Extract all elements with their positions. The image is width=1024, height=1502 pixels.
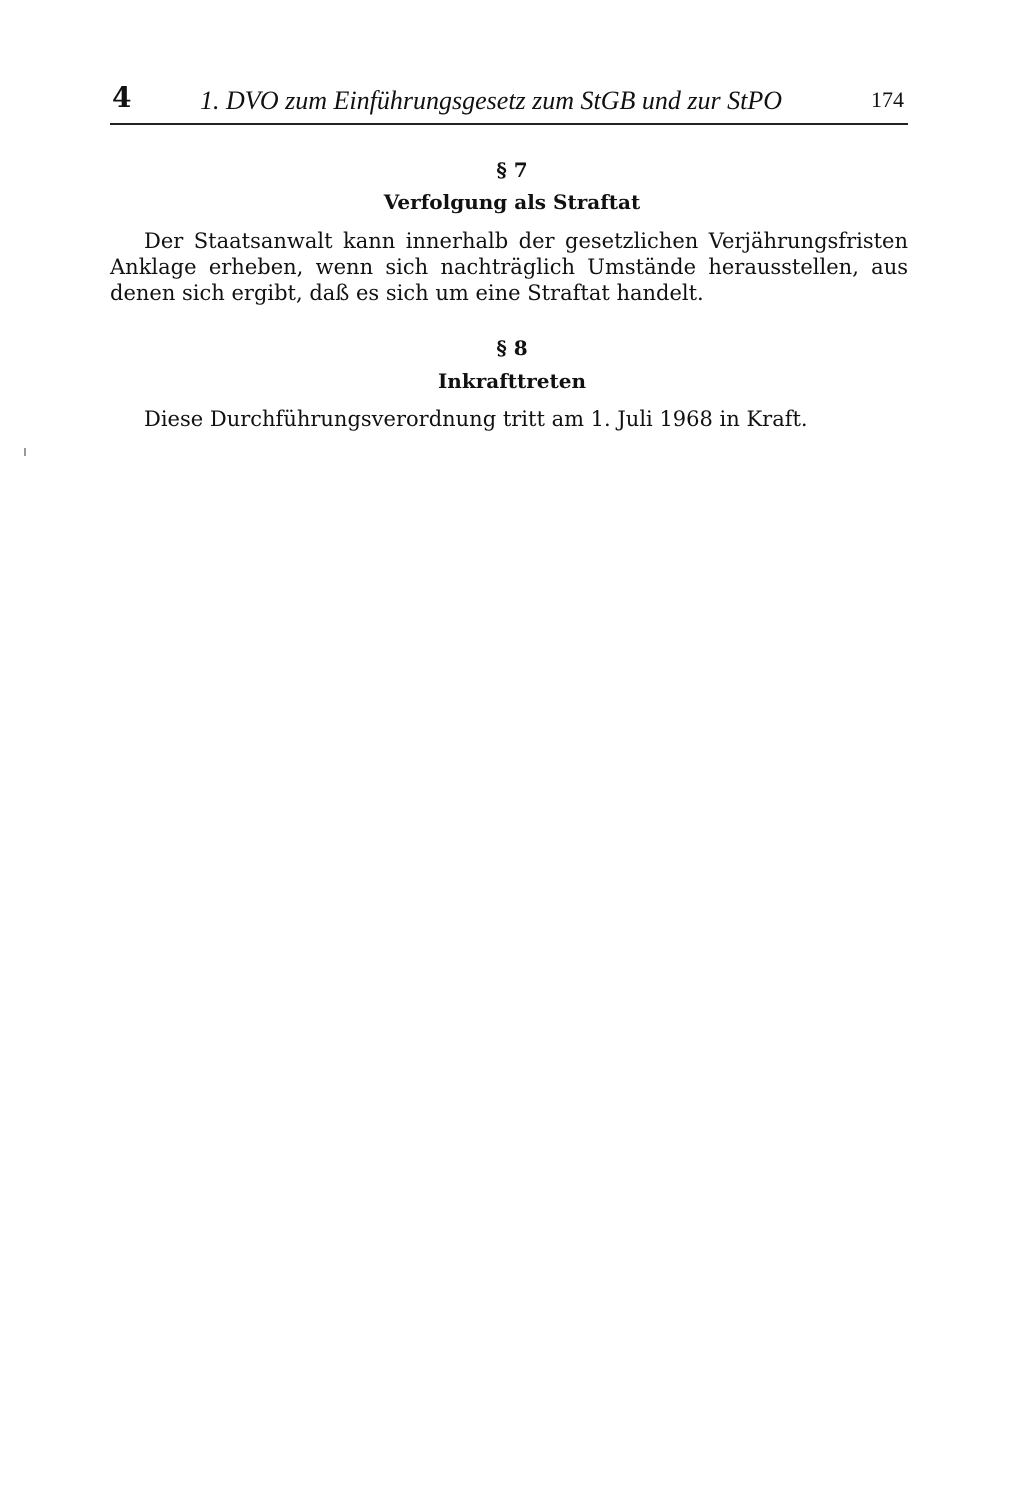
section-heading-7: Verfolgung als Straftat: [383, 190, 641, 214]
body-line: Anklage erheben, wenn sich nachträglich Umstände herausstellen, aus: [110, 255, 908, 279]
section-body-7: [110, 228, 908, 306]
running-head: [112, 82, 908, 118]
running-title: 1. DVO zum Einführungsgesetz zum StGB und zur StPO: [200, 86, 783, 115]
body-line: Der Staatsanwalt kann innerhalb der gesetzlichen Verjährungsfristen: [144, 229, 908, 253]
scan-mark: [24, 448, 26, 456]
paragraph-mark-8: § 8: [496, 336, 528, 360]
body-line: Diese Durchführungsverordnung tritt am 1. Juli 1968 in Kraft.: [144, 407, 808, 431]
body-line: denen sich ergibt, daß es sich um eine Straftat handelt.: [110, 281, 704, 305]
section-number: 4: [112, 81, 132, 114]
page-number: 174: [871, 87, 904, 112]
paragraph-mark-7: § 7: [496, 158, 528, 182]
section-body-8: [110, 406, 908, 432]
header-rule: [110, 123, 908, 125]
section-heading-8: Inkrafttreten: [437, 369, 587, 393]
